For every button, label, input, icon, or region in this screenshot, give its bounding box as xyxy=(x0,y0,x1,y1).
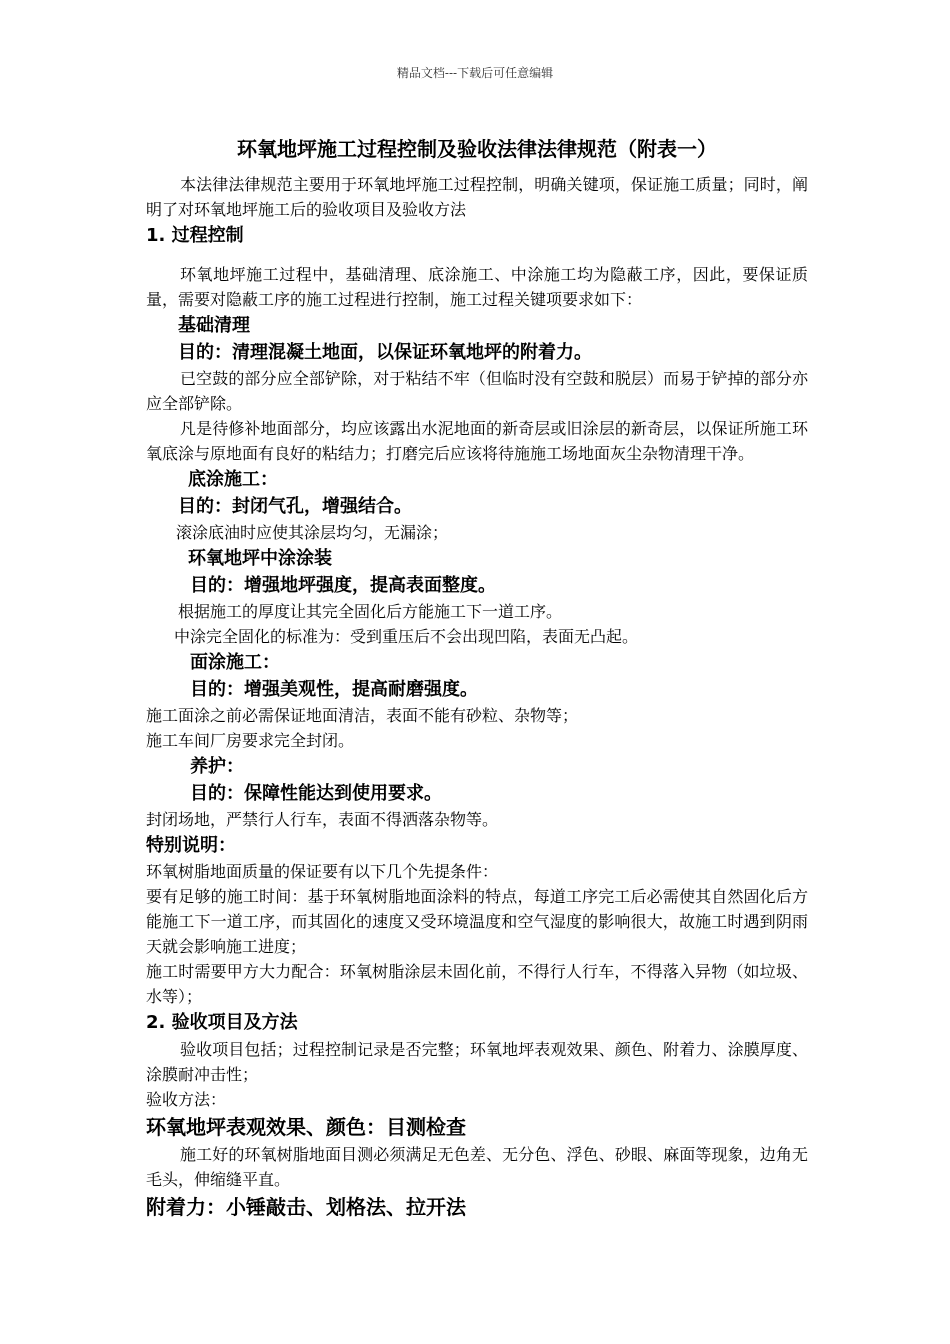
paragraph-cleaning-2: 凡是待修补地面部分，均应该露出水泥地面的新奇层或旧涂层的新奇层，以保证所施工环氧底涂与原地面有良好的粘结力；打磨完后应该将待施施工场地面灰尘杂物清理干净。 xyxy=(146,419,808,463)
purpose-middle-coat: 目的：增强地坪强度，提高表面整度。 xyxy=(190,575,496,596)
document-title: 环氧地坪施工过程控制及验收法律法律规范（附表一） xyxy=(237,137,717,161)
purpose-top-coat: 目的：增强美观性，提高耐磨强度。 xyxy=(190,679,478,700)
subheading-base-cleaning: 基础清理 xyxy=(178,315,250,336)
paragraph-appearance-1: 施工好的环氧树脂地面目测必须满足无色差、无分色、浮色、砂眼、麻面等现象，边角无毛头，伸缩缝平直。 xyxy=(146,1145,808,1189)
paragraph-curing-1: 封闭场地，严禁行人行车，表面不得洒落杂物等。 xyxy=(146,810,499,829)
paragraph-cleaning-1: 已空鼓的部分应全部铲除，对于粘结不牢（但临时没有空鼓和脱层）而易于铲掉的部分亦应全部铲除。 xyxy=(146,369,808,413)
process-control-intro: 环氧地坪施工过程中，基础清理、底涂施工、中涂施工均为隐蔽工序，因此，要保证质量，需要对隐蔽工序的施工过程进行控制，施工过程关键项要求如下： xyxy=(146,265,808,309)
subheading-primer: 底涂施工： xyxy=(188,469,278,490)
document-body xyxy=(146,134,808,1222)
paragraph-special-2: 要有足够的施工时间：基于环氧树脂地面涂料的特点，每道工序完工后必需使其自然固化后方能施工下一道工序，而其固化的速度又受环境温度和空气湿度的影响很大，故施工时遇到阴雨天就会影响施工进度； xyxy=(146,887,808,956)
subheading-special-notes: 特别说明： xyxy=(146,835,236,856)
purpose-primer: 目的：封闭气孔，增强结合。 xyxy=(178,496,412,517)
paragraph-acceptance-items: 验收项目包括；过程控制记录是否完整；环氧地坪表观效果、颜色、附着力、涂膜厚度、涂膜耐冲击性； xyxy=(146,1040,808,1084)
paragraph-special-1: 环氧树脂地面质量的保证要有以下几个先提条件： xyxy=(146,862,499,881)
subheading-appearance-check: 环氧地坪表观效果、颜色：目测检查 xyxy=(146,1115,466,1139)
section-heading-process-control: 1. 过程控制 xyxy=(146,225,244,246)
purpose-curing: 目的：保障性能达到使用要求。 xyxy=(190,783,442,804)
paragraph-primer-1: 滚涂底油时应使其涂层均匀，无漏涂； xyxy=(176,523,449,542)
acceptance-method-label: 验收方法： xyxy=(146,1090,227,1109)
subheading-curing: 养护： xyxy=(190,756,244,777)
paragraph-special-3: 施工时需要甲方大力配合：环氧树脂涂层未固化前，不得行人行车，不得落入异物（如垃圾、水等）； xyxy=(146,962,808,1006)
subheading-adhesion-test: 附着力：小锤敲击、划格法、拉开法 xyxy=(146,1195,466,1219)
section-heading-acceptance: 2. 验收项目及方法 xyxy=(146,1012,298,1033)
page-header: 精品文档---下载后可任意编辑 xyxy=(396,66,554,80)
intro-paragraph: 本法律法律规范主要用于环氧地坪施工过程控制，明确关键项，保证施工质量；同时，阐明了对环氧地坪施工后的验收项目及验收方法 xyxy=(146,175,808,219)
paragraph-middle-2: 中涂完全固化的标准为：受到重压后不会出现凹陷，表面无凸起。 xyxy=(174,627,639,646)
paragraph-middle-1: 根据施工的厚度让其完全固化后方能施工下一道工序。 xyxy=(178,602,563,621)
subheading-middle-coat: 环氧地坪中涂涂装 xyxy=(188,548,332,569)
purpose-base-cleaning: 目的：清理混凝土地面，以保证环氧地坪的附着力。 xyxy=(178,342,592,363)
paragraph-top-1: 施工面涂之前必需保证地面清洁，表面不能有砂粒、杂物等； xyxy=(146,706,579,725)
subheading-top-coat: 面涂施工： xyxy=(190,652,280,673)
paragraph-top-2: 施工车间厂房要求完全封闭。 xyxy=(146,731,355,750)
